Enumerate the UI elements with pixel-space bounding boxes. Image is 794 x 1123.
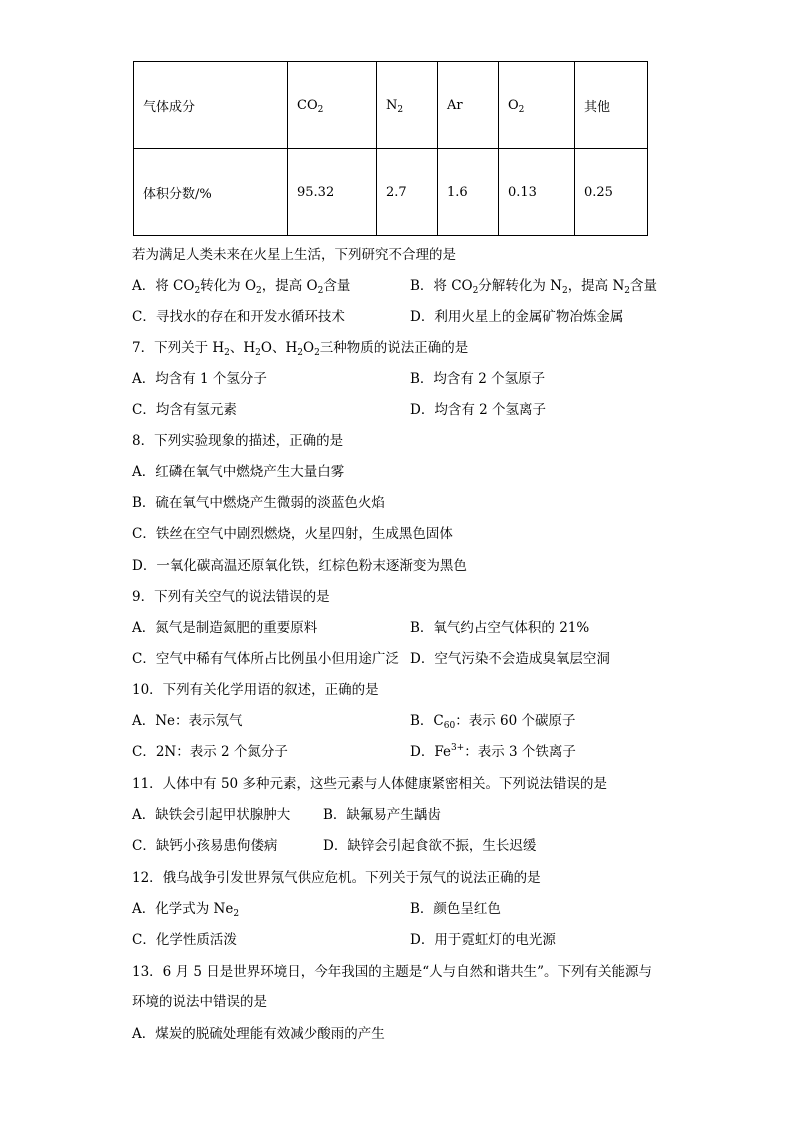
question-13-option-a: A．煤炭的脱硫处理能有效减少酸雨的产生 xyxy=(132,1026,385,1042)
table-row-header xyxy=(134,62,648,149)
question-12-option-d: D．用于霓虹灯的电光源 xyxy=(410,932,556,948)
question-7-option-a: A．均含有 1 个氢分子 xyxy=(132,371,267,387)
table-row-values xyxy=(134,149,648,236)
question-9-option-d: D．空气污染不会造成臭氧层空洞 xyxy=(410,651,610,667)
question-6-option-d: D．利用火星上的金属矿物冶炼金属 xyxy=(410,309,624,325)
question-12-stem: 12．俄乌战争引发世界氖气供应危机。下列关于氖气的说法正确的是 xyxy=(132,870,541,886)
question-10-stem: 10．下列有关化学用语的叙述，正确的是 xyxy=(132,682,379,698)
table-cell-label: 气体成分 xyxy=(134,62,288,149)
question-7-option-c: C．均含有氢元素 xyxy=(132,402,237,418)
gas-composition-table xyxy=(133,61,648,236)
table-cell-value: 0.25 xyxy=(575,149,648,236)
question-11-option-d: D．缺锌会引起食欲不振，生长迟缓 xyxy=(323,838,537,854)
table-cell-n2: $N_2$ xyxy=(377,62,438,149)
question-6-option-b: B．将 $CO_2$分解转化为 $N_2$，提高 $N_2$含量 xyxy=(410,278,658,296)
question-13-stem-cont: 环境的说法中错误的是 xyxy=(132,994,267,1010)
question-7-option-d: D．均含有 2 个氢离子 xyxy=(410,402,546,418)
question-8-option-b: B．硫在氧气中燃烧产生微弱的淡蓝色火焰 xyxy=(132,495,385,511)
question-8-option-a: A．红磷在氧气中燃烧产生大量白雾 xyxy=(132,464,345,480)
table-cell-o2: $O_2$ xyxy=(499,62,575,149)
question-12-option-b: B．颜色呈红色 xyxy=(410,901,501,917)
question-9-option-c: C．空气中稀有气体所占比例虽小但用途广泛 xyxy=(132,651,399,667)
question-8-stem: 8．下列实验现象的描述，正确的是 xyxy=(132,433,344,449)
question-11-stem: 11．人体中有 50 多种元素，这些元素与人体健康紧密相关。下列说法错误的是 xyxy=(132,776,607,792)
question-10-option-c: C．2N：表示 2 个氮分子 xyxy=(132,744,288,760)
table-cell-value: 2.7 xyxy=(377,149,438,236)
question-9-option-b: B．氧气约占空气体积的 21% xyxy=(410,620,590,636)
question-9-option-a: A．氮气是制造氮肥的重要原料 xyxy=(132,620,318,636)
question-11-option-b: B．缺氟易产生龋齿 xyxy=(323,807,441,823)
table-cell-value: 0.13 xyxy=(499,149,575,236)
question-6-option-a: A．将 $CO_2$转化为 $O_2$，提高 $O_2$含量 xyxy=(132,278,351,296)
question-13-stem: 13．6 月 5 日是世界环境日，今年我国的主题是“人与自然和谐共生”。下列有关能源与 xyxy=(132,964,653,980)
question-10-option-b: B．$C_{60}$：表示 60 个碳原子 xyxy=(410,713,576,731)
question-11-option-c: C．缺钙小孩易患佝偻病 xyxy=(132,838,278,854)
table-cell-label: 体积分数/% xyxy=(134,149,288,236)
question-12-option-c: C．化学性质活泼 xyxy=(132,932,237,948)
question-9-stem: 9．下列有关空气的说法错误的是 xyxy=(132,589,330,605)
question-6-stem: 若为满足人类未来在火星上生活，下列研究不合理的是 xyxy=(132,247,456,263)
question-10-option-a: A．Ne：表示氖气 xyxy=(132,713,243,729)
question-7-stem: 7．下列关于 $H_2$、$H_2O$、$H_2O_2$三种物质的说法正确的是 xyxy=(132,340,469,358)
question-12-option-a: A．化学式为 $Ne_2$ xyxy=(132,901,240,919)
question-6-option-c: C．寻找水的存在和开发水循环技术 xyxy=(132,309,345,325)
question-7-option-b: B．均含有 2 个氢原子 xyxy=(410,371,546,387)
question-8-option-c: C．铁丝在空气中剧烈燃烧，火星四射，生成黑色固体 xyxy=(132,526,453,542)
question-10-option-d: D．$Fe^{3+}$：表示 3 个铁离子 xyxy=(410,743,576,760)
table-cell-value: 1.6 xyxy=(438,149,499,236)
table-cell-co2: $CO_2$ xyxy=(288,62,377,149)
table-cell-ar: Ar xyxy=(438,62,499,149)
question-8-option-d: D．一氧化碳高温还原氧化铁，红棕色粉末逐渐变为黑色 xyxy=(132,558,467,574)
table-cell-value: 95.32 xyxy=(288,149,377,236)
question-11-option-a: A．缺铁会引起甲状腺肿大 xyxy=(132,807,291,823)
table-cell-other: 其他 xyxy=(575,62,648,149)
